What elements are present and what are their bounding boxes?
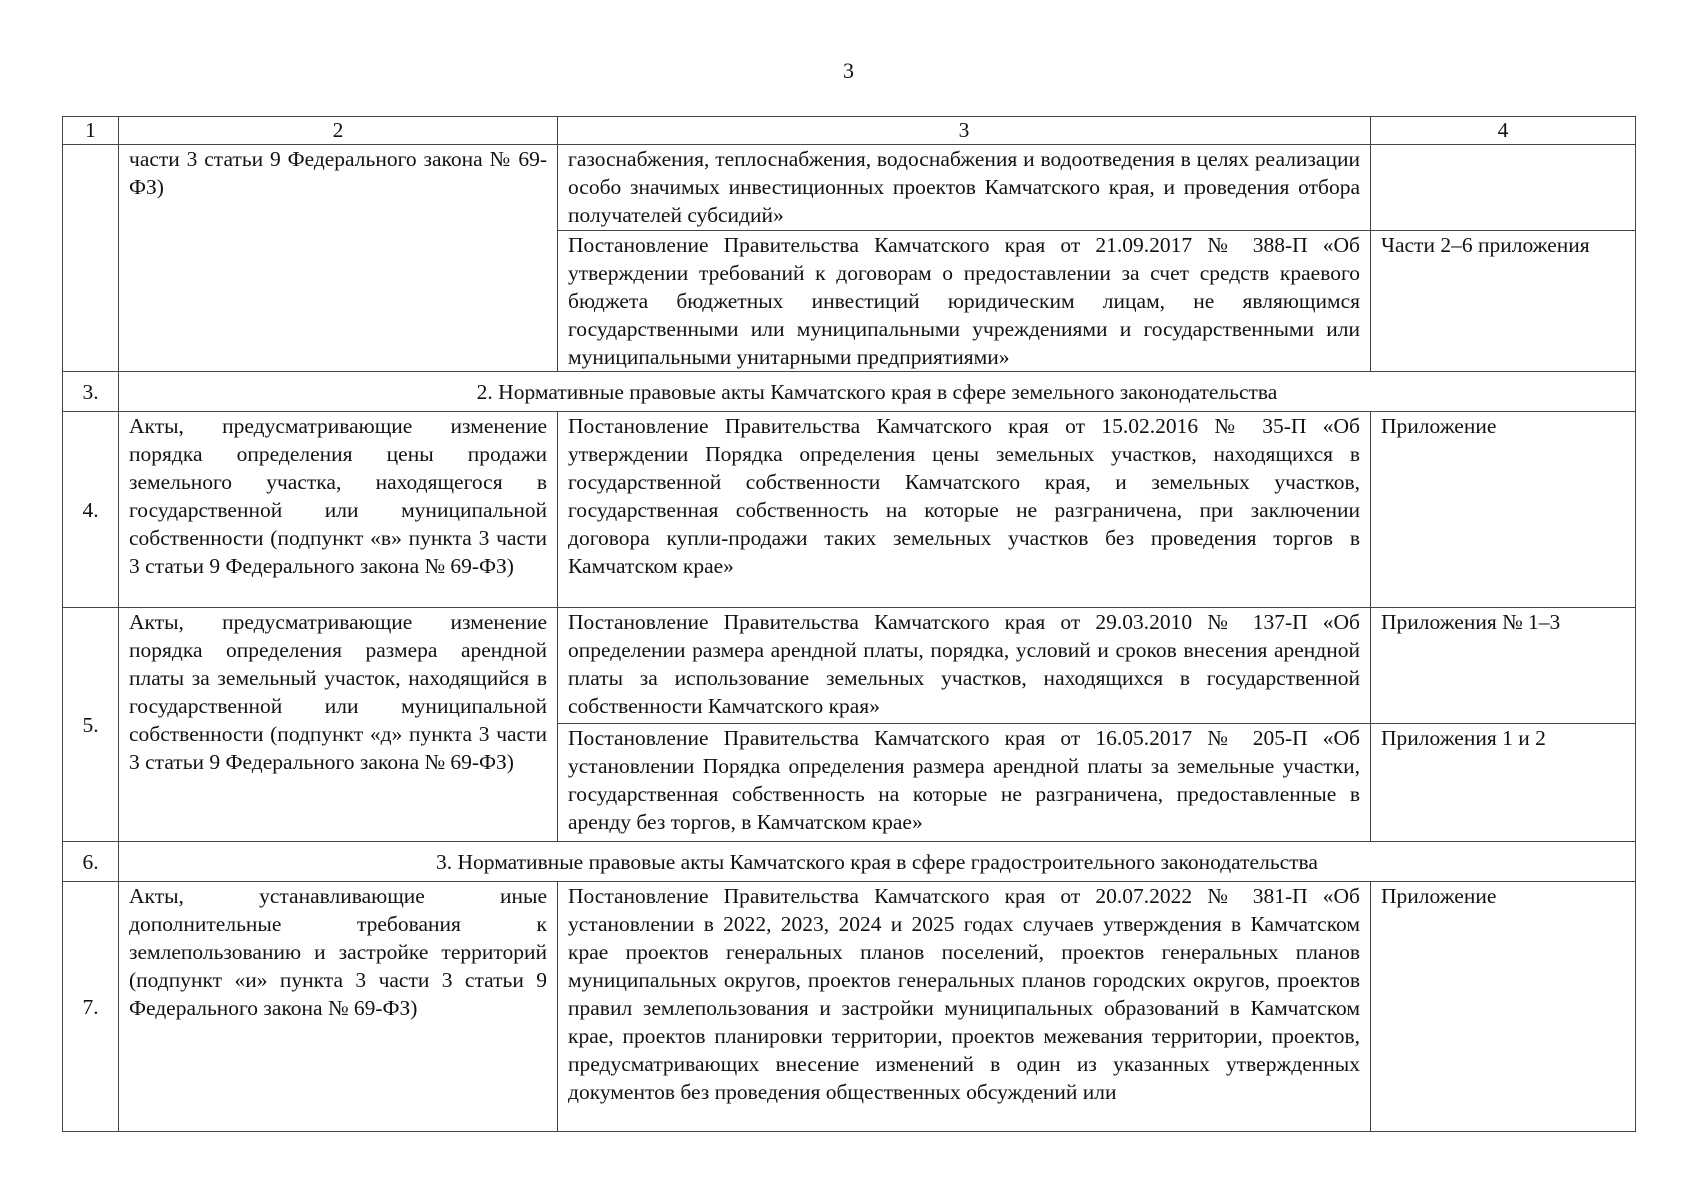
parts-cell: Приложение — [1371, 882, 1636, 1132]
table-row — [63, 145, 1636, 231]
row-number: 6. — [63, 842, 119, 882]
page-number: 3 — [843, 58, 854, 83]
section-row — [63, 372, 1636, 412]
section-title: 3. Нормативные правовые акты Камчатского края в сфере градостроительного законодательства — [119, 842, 1636, 882]
document-cell: Постановление Правительства Камчатского края от 15.02.2016 № 35-П «Об утверждении Порядка определения цены земельных участков, находящихся в государственной собственности Камчатского края, и земельных участков, государственная собственность на которые не разграничена, при заключении договора купли-продажи таких земельных участков без проведения торгов в Камчатском крае» — [558, 412, 1371, 608]
parts-cell: Приложения 1 и 2 — [1371, 724, 1636, 842]
row-number: 3. — [63, 372, 119, 412]
header-cell: 2 — [119, 117, 558, 145]
header-cell: 3 — [558, 117, 1371, 145]
act-description: Акты, устанавливающие иные дополнительные требования к землепользованию и застройке территорий (подпункт «и» пункта 3 части 3 статьи 9 Федерального закона № 69-ФЗ) — [119, 882, 558, 1132]
section-row — [63, 842, 1636, 882]
act-description: Акты, предусматривающие изменение порядка определения размера арендной платы за земельный участок, находящийся в государственной или муниципальной собственности (подпункт «д» пункта 3 части 3 статьи 9 Федерального закона № 69-ФЗ) — [119, 608, 558, 842]
header-cell: 1 — [63, 117, 119, 145]
document-cell: Постановление Правительства Камчатского края от 29.03.2010 № 137-П «Об определении размера арендной платы, порядка, условий и сроков внесения арендной платы за использование земельных участков, находящихся в государственной собственности Камчатского края» — [558, 608, 1371, 724]
parts-cell — [1371, 145, 1636, 231]
document-cell: Постановление Правительства Камчатского края от 16.05.2017 № 205-П «Об установлении Порядка определения размера арендной платы за земельные участки, государственная собственность на которые не разграничена, предоставленные в аренду без торгов, в Камчатском крае» — [558, 724, 1371, 842]
parts-cell: Приложение — [1371, 412, 1636, 608]
header-cell: 4 — [1371, 117, 1636, 145]
regulations-table — [62, 116, 1636, 1132]
parts-cell: Части 2–6 приложения — [1371, 231, 1636, 372]
row-number: 4. — [63, 412, 119, 608]
table-row — [63, 882, 1636, 1132]
act-description: Акты, предусматривающие изменение порядка определения цены продажи земельного участка, находящегося в государственной или муниципальной собственности (подпункт «в» пункта 3 части 3 статьи 9 Федерального закона № 69-ФЗ) — [119, 412, 558, 608]
row-number: 7. — [63, 882, 119, 1132]
document-cell: Постановление Правительства Камчатского края от 20.07.2022 № 381-П «Об установлении в 2022, 2023, 2024 и 2025 годах случаев утверждения в Камчатском крае проектов генеральных планов поселений, проектов генеральных планов муниципальных округов, проектов генеральных планов городских округов, проектов правил землепользования и застройки муниципальных образований в Камчатском крае, проектов планировки территории, проектов межевания территории, проектов, предусматривающих внесение изменений в один из указанных утвержденных документов без проведения общественных обсуждений или — [558, 882, 1371, 1132]
document-cell: Постановление Правительства Камчатского края от 21.09.2017 № 388-П «Об утверждении требований к договорам о предоставлении за счет средств краевого бюджета бюджетных инвестиций юридическим лицам, не являющимся государственными или муниципальными учреждениями и государственными или муниципальными унитарными предприятиями» — [558, 231, 1371, 372]
section-title: 2. Нормативные правовые акты Камчатского края в сфере земельного законодательства — [119, 372, 1636, 412]
table-row — [63, 412, 1636, 608]
act-description: части 3 статьи 9 Федерального закона № 69-ФЗ) — [119, 145, 558, 372]
row-number: 5. — [63, 608, 119, 842]
row-number — [63, 145, 119, 372]
parts-cell: Приложения № 1–3 — [1371, 608, 1636, 724]
table-header-row — [63, 117, 1636, 145]
table-row — [63, 608, 1636, 724]
document-cell: газоснабжения, теплоснабжения, водоснабжения и водоотведения в целях реализации особо значимых инвестиционных проектов Камчатского края, и проведения отбора получателей субсидий» — [558, 145, 1371, 231]
